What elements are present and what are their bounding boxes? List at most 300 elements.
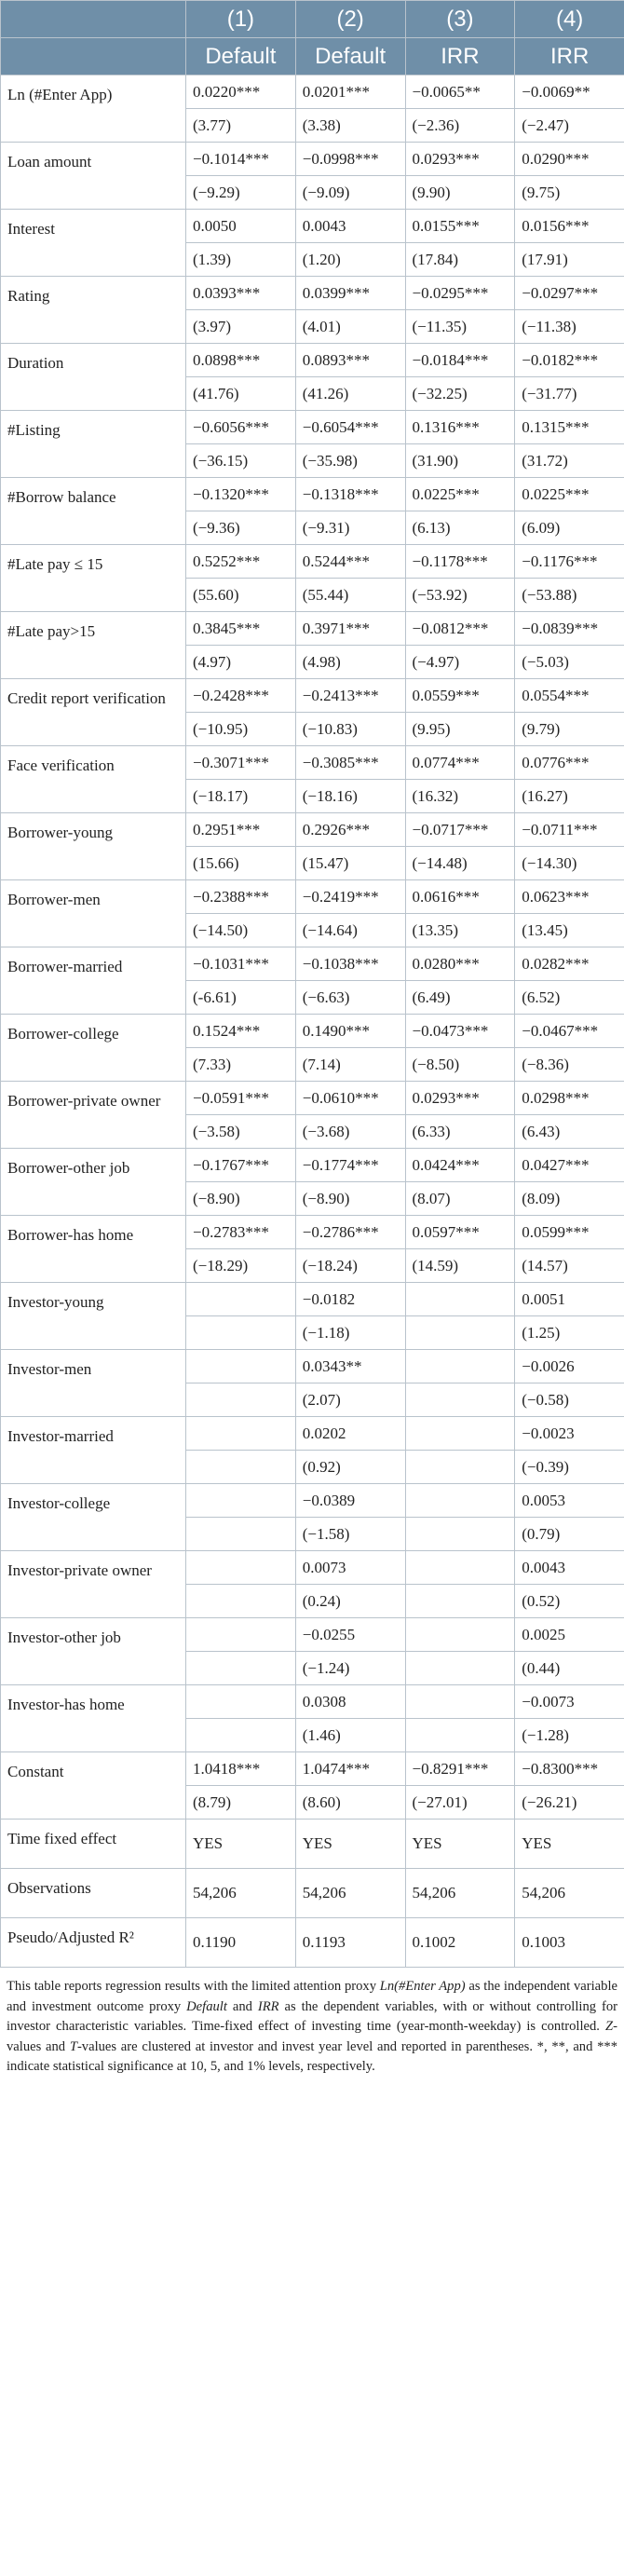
footnote-text: as the independent variable and investment outcome proxy xyxy=(7,1979,617,2014)
tstat-cell: (−10.83) xyxy=(295,713,405,746)
tstat-cell xyxy=(405,1719,515,1752)
variable-label: Ln (#Enter App) xyxy=(1,75,186,143)
coefficient-cell: −0.1176*** xyxy=(515,545,624,579)
tstat-cell xyxy=(405,1316,515,1350)
tstat-cell: (3.97) xyxy=(186,310,296,344)
coefficient-cell: −0.2419*** xyxy=(295,880,405,914)
coefficient-row xyxy=(1,1082,624,1115)
tstat-cell: (4.97) xyxy=(186,646,296,679)
variable-label: #Listing xyxy=(1,411,186,478)
tstat-cell: (4.01) xyxy=(295,310,405,344)
coefficient-cell: −0.2413*** xyxy=(295,679,405,713)
coefficient-row xyxy=(1,1685,624,1719)
tstat-cell: (0.79) xyxy=(515,1518,624,1551)
tstat-cell: (0.24) xyxy=(295,1585,405,1618)
tstat-cell: (−10.95) xyxy=(186,713,296,746)
tstat-cell: (31.90) xyxy=(405,444,515,478)
tstat-cell: (9.79) xyxy=(515,713,624,746)
variable-label: Investor-young xyxy=(1,1283,186,1350)
tstat-cell: (−18.17) xyxy=(186,780,296,813)
tstat-cell: (31.72) xyxy=(515,444,624,478)
stat-label: Time fixed effect xyxy=(1,1820,186,1869)
coefficient-cell: 0.0293*** xyxy=(405,143,515,176)
tstat-cell: (0.92) xyxy=(295,1451,405,1484)
coefficient-cell: 0.0282*** xyxy=(515,947,624,981)
tstat-cell xyxy=(186,1719,296,1752)
header-cell xyxy=(1,1,186,38)
tstat-cell: (−18.29) xyxy=(186,1249,296,1283)
summary-stat-row xyxy=(1,1918,624,1968)
footnote-text: This table reports regression results with the limited attention proxy xyxy=(7,1979,380,1994)
variable-label: Borrower-young xyxy=(1,813,186,880)
tstat-cell: (−1.24) xyxy=(295,1652,405,1685)
tstat-cell: (9.95) xyxy=(405,713,515,746)
tstat-cell: (−18.16) xyxy=(295,780,405,813)
coefficient-cell: −0.0065** xyxy=(405,75,515,109)
coefficient-cell: 0.0559*** xyxy=(405,679,515,713)
coefficient-cell: 0.0225*** xyxy=(515,478,624,511)
variable-label: Loan amount xyxy=(1,143,186,210)
tstat-cell: (2.07) xyxy=(295,1383,405,1417)
coefficient-cell: −0.3085*** xyxy=(295,746,405,780)
tstat-cell xyxy=(186,1383,296,1417)
tstat-cell xyxy=(186,1518,296,1551)
coefficient-cell: 0.1490*** xyxy=(295,1015,405,1048)
tstat-cell: (−32.25) xyxy=(405,377,515,411)
coefficient-cell: −0.2783*** xyxy=(186,1216,296,1249)
coefficient-cell xyxy=(186,1484,296,1518)
coefficient-cell: −0.0839*** xyxy=(515,612,624,646)
variable-label: Borrower-married xyxy=(1,947,186,1015)
coefficient-cell: 0.0393*** xyxy=(186,277,296,310)
coefficient-cell xyxy=(405,1484,515,1518)
coefficient-row xyxy=(1,277,624,310)
tstat-cell: (−35.98) xyxy=(295,444,405,478)
tstat-cell: (−3.68) xyxy=(295,1115,405,1149)
tstat-cell: (−4.97) xyxy=(405,646,515,679)
coefficient-cell: 0.0599*** xyxy=(515,1216,624,1249)
tstat-cell: (14.57) xyxy=(515,1249,624,1283)
coefficient-cell xyxy=(405,1551,515,1585)
tstat-cell: (−14.48) xyxy=(405,847,515,880)
tstat-cell: (6.43) xyxy=(515,1115,624,1149)
tstat-cell: (−8.36) xyxy=(515,1048,624,1082)
coefficient-cell: −0.0255 xyxy=(295,1618,405,1652)
coefficient-row xyxy=(1,679,624,713)
coefficient-cell: −0.0998*** xyxy=(295,143,405,176)
coefficient-cell: 0.0290*** xyxy=(515,143,624,176)
coefficient-cell: 0.0776*** xyxy=(515,746,624,780)
tstat-cell: (41.26) xyxy=(295,377,405,411)
coefficient-cell: 0.0280*** xyxy=(405,947,515,981)
tstat-cell: (−1.18) xyxy=(295,1316,405,1350)
coefficient-cell: −0.0610*** xyxy=(295,1082,405,1115)
coefficient-cell: −0.1038*** xyxy=(295,947,405,981)
tstat-cell: (−5.03) xyxy=(515,646,624,679)
tstat-cell: (−14.64) xyxy=(295,914,405,947)
coefficient-row xyxy=(1,344,624,377)
coefficient-cell: 1.0474*** xyxy=(295,1752,405,1786)
stat-value-cell: 54,206 xyxy=(295,1869,405,1918)
stat-value-cell: YES xyxy=(295,1820,405,1869)
header-cell xyxy=(1,38,186,75)
coefficient-row xyxy=(1,1350,624,1383)
coefficient-cell: 0.0293*** xyxy=(405,1082,515,1115)
coefficient-cell: 0.3845*** xyxy=(186,612,296,646)
variable-label: Credit report verification xyxy=(1,679,186,746)
coefficient-cell: 0.0399*** xyxy=(295,277,405,310)
coefficient-cell: −0.0184*** xyxy=(405,344,515,377)
coefficient-row xyxy=(1,210,624,243)
coefficient-cell xyxy=(186,1283,296,1316)
header-cell: (1) xyxy=(186,1,296,38)
coefficient-cell: −0.0389 xyxy=(295,1484,405,1518)
footnote-italic-irr: IRR xyxy=(257,1998,279,2014)
tstat-cell xyxy=(186,1451,296,1484)
tstat-cell: (6.33) xyxy=(405,1115,515,1149)
tstat-cell: (6.49) xyxy=(405,981,515,1015)
coefficient-cell: −0.0069** xyxy=(515,75,624,109)
coefficient-row xyxy=(1,478,624,511)
coefficient-cell: −0.6056*** xyxy=(186,411,296,444)
coefficient-cell: 0.0043 xyxy=(515,1551,624,1585)
stat-value-cell: YES xyxy=(515,1820,624,1869)
coefficient-cell: 0.1524*** xyxy=(186,1015,296,1048)
tstat-cell xyxy=(405,1585,515,1618)
header-cell: (4) xyxy=(515,1,624,38)
tstat-cell: (16.32) xyxy=(405,780,515,813)
coefficient-cell: −0.0182*** xyxy=(515,344,624,377)
tstat-cell: (−53.88) xyxy=(515,579,624,612)
coefficient-cell xyxy=(405,1350,515,1383)
coefficient-cell: 0.1315*** xyxy=(515,411,624,444)
coefficient-cell: −0.0812*** xyxy=(405,612,515,646)
stat-value-cell: YES xyxy=(405,1820,515,1869)
tstat-cell: (16.27) xyxy=(515,780,624,813)
coefficient-cell: −0.2786*** xyxy=(295,1216,405,1249)
tstat-cell: (15.66) xyxy=(186,847,296,880)
coefficient-cell: 0.0025 xyxy=(515,1618,624,1652)
footnote-italic-z: Z xyxy=(605,2019,614,2034)
coefficient-row xyxy=(1,947,624,981)
tstat-cell: (1.39) xyxy=(186,243,296,277)
coefficient-cell: 0.0225*** xyxy=(405,478,515,511)
coefficient-cell: 0.0202 xyxy=(295,1417,405,1451)
header-row-numbers xyxy=(1,1,624,38)
variable-label: Borrower-has home xyxy=(1,1216,186,1283)
tstat-cell: (0.52) xyxy=(515,1585,624,1618)
coefficient-cell: −0.0073 xyxy=(515,1685,624,1719)
coefficient-cell: −0.0023 xyxy=(515,1417,624,1451)
variable-label: Investor-men xyxy=(1,1350,186,1417)
coefficient-cell: 0.5252*** xyxy=(186,545,296,579)
table-footnote xyxy=(0,1968,624,2078)
tstat-cell: (14.59) xyxy=(405,1249,515,1283)
tstat-cell: (9.90) xyxy=(405,176,515,210)
tstat-cell: (−27.01) xyxy=(405,1786,515,1820)
tstat-cell: (8.07) xyxy=(405,1182,515,1216)
tstat-cell: (−11.38) xyxy=(515,310,624,344)
coefficient-cell xyxy=(405,1283,515,1316)
coefficient-cell: 0.2926*** xyxy=(295,813,405,847)
header-cell: (3) xyxy=(405,1,515,38)
tstat-cell: (4.98) xyxy=(295,646,405,679)
coefficient-cell: 0.0343** xyxy=(295,1350,405,1383)
tstat-cell: (−2.47) xyxy=(515,109,624,143)
header-cell: IRR xyxy=(405,38,515,75)
tstat-cell: (8.09) xyxy=(515,1182,624,1216)
coefficient-cell: 0.0308 xyxy=(295,1685,405,1719)
coefficient-cell xyxy=(186,1417,296,1451)
variable-label: Borrower-men xyxy=(1,880,186,947)
coefficient-row xyxy=(1,545,624,579)
variable-label: #Late pay ≤ 15 xyxy=(1,545,186,612)
tstat-cell: (3.77) xyxy=(186,109,296,143)
variable-label: Interest xyxy=(1,210,186,277)
tstat-cell xyxy=(405,1652,515,1685)
tstat-cell xyxy=(405,1451,515,1484)
variable-label: Face verification xyxy=(1,746,186,813)
footnote-text: and xyxy=(226,1998,258,2014)
coefficient-cell: 0.0050 xyxy=(186,210,296,243)
tstat-cell: (6.13) xyxy=(405,511,515,545)
coefficient-row xyxy=(1,411,624,444)
variable-label: Constant xyxy=(1,1752,186,1820)
coefficient-row xyxy=(1,1283,624,1316)
tstat-cell xyxy=(186,1316,296,1350)
stat-value-cell: 0.1002 xyxy=(405,1918,515,1968)
header-cell: Default xyxy=(295,38,405,75)
coefficient-cell: −0.0297*** xyxy=(515,277,624,310)
coefficient-row xyxy=(1,75,624,109)
coefficient-cell: 0.2951*** xyxy=(186,813,296,847)
variable-label: Duration xyxy=(1,344,186,411)
coefficient-cell: −0.1031*** xyxy=(186,947,296,981)
coefficient-cell: −0.0295*** xyxy=(405,277,515,310)
coefficient-cell: −0.1767*** xyxy=(186,1149,296,1182)
coefficient-cell: −0.2388*** xyxy=(186,880,296,914)
coefficient-cell: −0.1318*** xyxy=(295,478,405,511)
footnote-text: -values are clustered at investor and invest year level and reported in parentheses. *, **, and *** indicate statistical significance at 10, 5, and 1% levels, respectively. xyxy=(7,2038,618,2074)
tstat-cell: (6.52) xyxy=(515,981,624,1015)
coefficient-row xyxy=(1,746,624,780)
coefficient-row xyxy=(1,880,624,914)
tstat-cell: (−9.09) xyxy=(295,176,405,210)
header-cell: IRR xyxy=(515,38,624,75)
coefficient-cell: 0.0774*** xyxy=(405,746,515,780)
coefficient-cell: 0.3971*** xyxy=(295,612,405,646)
coefficient-cell: −0.0467*** xyxy=(515,1015,624,1048)
tstat-cell: (−3.58) xyxy=(186,1115,296,1149)
footnote-text: as the dependent variables, with or without controlling for investor characteristic variables. Time-fixed effect of investing time (year-month-weekday) is controlled. xyxy=(7,1998,617,2034)
tstat-cell: (8.79) xyxy=(186,1786,296,1820)
tstat-cell: (−9.31) xyxy=(295,511,405,545)
tstat-cell xyxy=(405,1383,515,1417)
variable-label: Investor-college xyxy=(1,1484,186,1551)
coefficient-cell: 0.0893*** xyxy=(295,344,405,377)
coefficient-row xyxy=(1,1484,624,1518)
coefficient-cell: 0.1316*** xyxy=(405,411,515,444)
coefficient-cell: 0.0051 xyxy=(515,1283,624,1316)
summary-stat-row xyxy=(1,1820,624,1869)
coefficient-cell: −0.2428*** xyxy=(186,679,296,713)
tstat-cell: (55.44) xyxy=(295,579,405,612)
stat-value-cell: 0.1003 xyxy=(515,1918,624,1968)
tstat-cell: (−31.77) xyxy=(515,377,624,411)
coefficient-cell: −0.0711*** xyxy=(515,813,624,847)
variable-label: Borrower-college xyxy=(1,1015,186,1082)
coefficient-row xyxy=(1,143,624,176)
coefficient-cell: −0.6054*** xyxy=(295,411,405,444)
tstat-cell: (1.25) xyxy=(515,1316,624,1350)
stat-label: Observations xyxy=(1,1869,186,1918)
tstat-cell: (6.09) xyxy=(515,511,624,545)
variable-label: Borrower-private owner xyxy=(1,1082,186,1149)
coefficient-cell: 0.0597*** xyxy=(405,1216,515,1249)
coefficient-row xyxy=(1,1618,624,1652)
tstat-cell: (13.35) xyxy=(405,914,515,947)
tstat-cell: (−0.58) xyxy=(515,1383,624,1417)
tstat-cell: (−36.15) xyxy=(186,444,296,478)
tstat-cell: (−26.21) xyxy=(515,1786,624,1820)
tstat-cell: (7.14) xyxy=(295,1048,405,1082)
footnote-text: -values and xyxy=(7,2019,617,2054)
tstat-cell: (−14.30) xyxy=(515,847,624,880)
tstat-cell: (55.60) xyxy=(186,579,296,612)
footnote-italic-t: T xyxy=(69,2038,77,2054)
coefficient-cell: −0.3071*** xyxy=(186,746,296,780)
coefficient-cell: 0.0616*** xyxy=(405,880,515,914)
summary-stat-row xyxy=(1,1869,624,1918)
coefficient-row xyxy=(1,1417,624,1451)
footnote-italic-proxy: Ln(#Enter App) xyxy=(379,1979,466,1994)
coefficient-cell xyxy=(405,1618,515,1652)
stat-value-cell: 54,206 xyxy=(405,1869,515,1918)
coefficient-cell xyxy=(186,1350,296,1383)
stat-value-cell: 54,206 xyxy=(186,1869,296,1918)
coefficient-row xyxy=(1,1015,624,1048)
coefficient-cell: 0.0424*** xyxy=(405,1149,515,1182)
coefficient-cell: 0.0156*** xyxy=(515,210,624,243)
tstat-cell: (−2.36) xyxy=(405,109,515,143)
tstat-cell: (0.44) xyxy=(515,1652,624,1685)
variable-label: Investor-private owner xyxy=(1,1551,186,1618)
stat-value-cell: 0.1193 xyxy=(295,1918,405,1968)
stat-value-cell: YES xyxy=(186,1820,296,1869)
tstat-cell: (−6.63) xyxy=(295,981,405,1015)
coefficient-cell: −0.1178*** xyxy=(405,545,515,579)
coefficient-cell: 0.0898*** xyxy=(186,344,296,377)
coefficient-cell: 0.0427*** xyxy=(515,1149,624,1182)
coefficient-cell: −0.0182 xyxy=(295,1283,405,1316)
tstat-cell: (−8.90) xyxy=(186,1182,296,1216)
tstat-cell: (−0.39) xyxy=(515,1451,624,1484)
coefficient-cell: −0.8291*** xyxy=(405,1752,515,1786)
coefficient-cell: −0.1014*** xyxy=(186,143,296,176)
tstat-cell: (1.20) xyxy=(295,243,405,277)
coefficient-row xyxy=(1,813,624,847)
coefficient-cell: −0.8300*** xyxy=(515,1752,624,1786)
header-row-names xyxy=(1,38,624,75)
tstat-cell: (−9.36) xyxy=(186,511,296,545)
coefficient-row xyxy=(1,1752,624,1786)
tstat-cell: (41.76) xyxy=(186,377,296,411)
coefficient-cell: 0.0043 xyxy=(295,210,405,243)
tstat-cell: (17.91) xyxy=(515,243,624,277)
coefficient-cell: 1.0418*** xyxy=(186,1752,296,1786)
tstat-cell: (17.84) xyxy=(405,243,515,277)
coefficient-row xyxy=(1,1551,624,1585)
tstat-cell: (−8.90) xyxy=(295,1182,405,1216)
tstat-cell: (9.75) xyxy=(515,176,624,210)
variable-label: #Borrow balance xyxy=(1,478,186,545)
tstat-cell: (13.45) xyxy=(515,914,624,947)
coefficient-cell: −0.0026 xyxy=(515,1350,624,1383)
tstat-cell: (−1.58) xyxy=(295,1518,405,1551)
tstat-cell: (15.47) xyxy=(295,847,405,880)
coefficient-cell: −0.0717*** xyxy=(405,813,515,847)
tstat-cell: (−14.50) xyxy=(186,914,296,947)
coefficient-row xyxy=(1,1216,624,1249)
coefficient-row xyxy=(1,612,624,646)
coefficient-cell xyxy=(186,1551,296,1585)
coefficient-cell: 0.0298*** xyxy=(515,1082,624,1115)
coefficient-cell xyxy=(186,1685,296,1719)
variable-label: Investor-has home xyxy=(1,1685,186,1752)
stat-label: Pseudo/Adjusted R² xyxy=(1,1918,186,1968)
variable-label: Borrower-other job xyxy=(1,1149,186,1216)
variable-label: Investor-married xyxy=(1,1417,186,1484)
stat-value-cell: 0.1190 xyxy=(186,1918,296,1968)
tstat-cell: (−18.24) xyxy=(295,1249,405,1283)
variable-label: Investor-other job xyxy=(1,1618,186,1685)
tstat-cell xyxy=(405,1518,515,1551)
coefficient-cell: 0.5244*** xyxy=(295,545,405,579)
tstat-cell: (−1.28) xyxy=(515,1719,624,1752)
tstat-cell xyxy=(186,1652,296,1685)
tstat-cell: (−53.92) xyxy=(405,579,515,612)
variable-label: #Late pay>15 xyxy=(1,612,186,679)
tstat-cell: (−9.29) xyxy=(186,176,296,210)
coefficient-cell xyxy=(186,1618,296,1652)
coefficient-row xyxy=(1,1149,624,1182)
coefficient-cell: 0.0220*** xyxy=(186,75,296,109)
coefficient-cell: 0.0053 xyxy=(515,1484,624,1518)
coefficient-cell: −0.1320*** xyxy=(186,478,296,511)
coefficient-cell: −0.0473*** xyxy=(405,1015,515,1048)
coefficient-cell: −0.0591*** xyxy=(186,1082,296,1115)
tstat-cell: (7.33) xyxy=(186,1048,296,1082)
coefficient-cell: 0.0554*** xyxy=(515,679,624,713)
coefficient-cell: 0.0623*** xyxy=(515,880,624,914)
variable-label: Rating xyxy=(1,277,186,344)
footnote-italic-default: Default xyxy=(186,1998,227,2014)
tstat-cell: (8.60) xyxy=(295,1786,405,1820)
tstat-cell xyxy=(186,1585,296,1618)
coefficient-cell: 0.0073 xyxy=(295,1551,405,1585)
tstat-cell: (1.46) xyxy=(295,1719,405,1752)
stat-value-cell: 54,206 xyxy=(515,1869,624,1918)
coefficient-cell xyxy=(405,1685,515,1719)
coefficient-cell: 0.0155*** xyxy=(405,210,515,243)
coefficient-cell: 0.0201*** xyxy=(295,75,405,109)
tstat-cell: (−11.35) xyxy=(405,310,515,344)
coefficient-cell: −0.1774*** xyxy=(295,1149,405,1182)
tstat-cell: (−8.50) xyxy=(405,1048,515,1082)
header-cell: (2) xyxy=(295,1,405,38)
tstat-cell: (3.38) xyxy=(295,109,405,143)
coefficient-cell xyxy=(405,1417,515,1451)
